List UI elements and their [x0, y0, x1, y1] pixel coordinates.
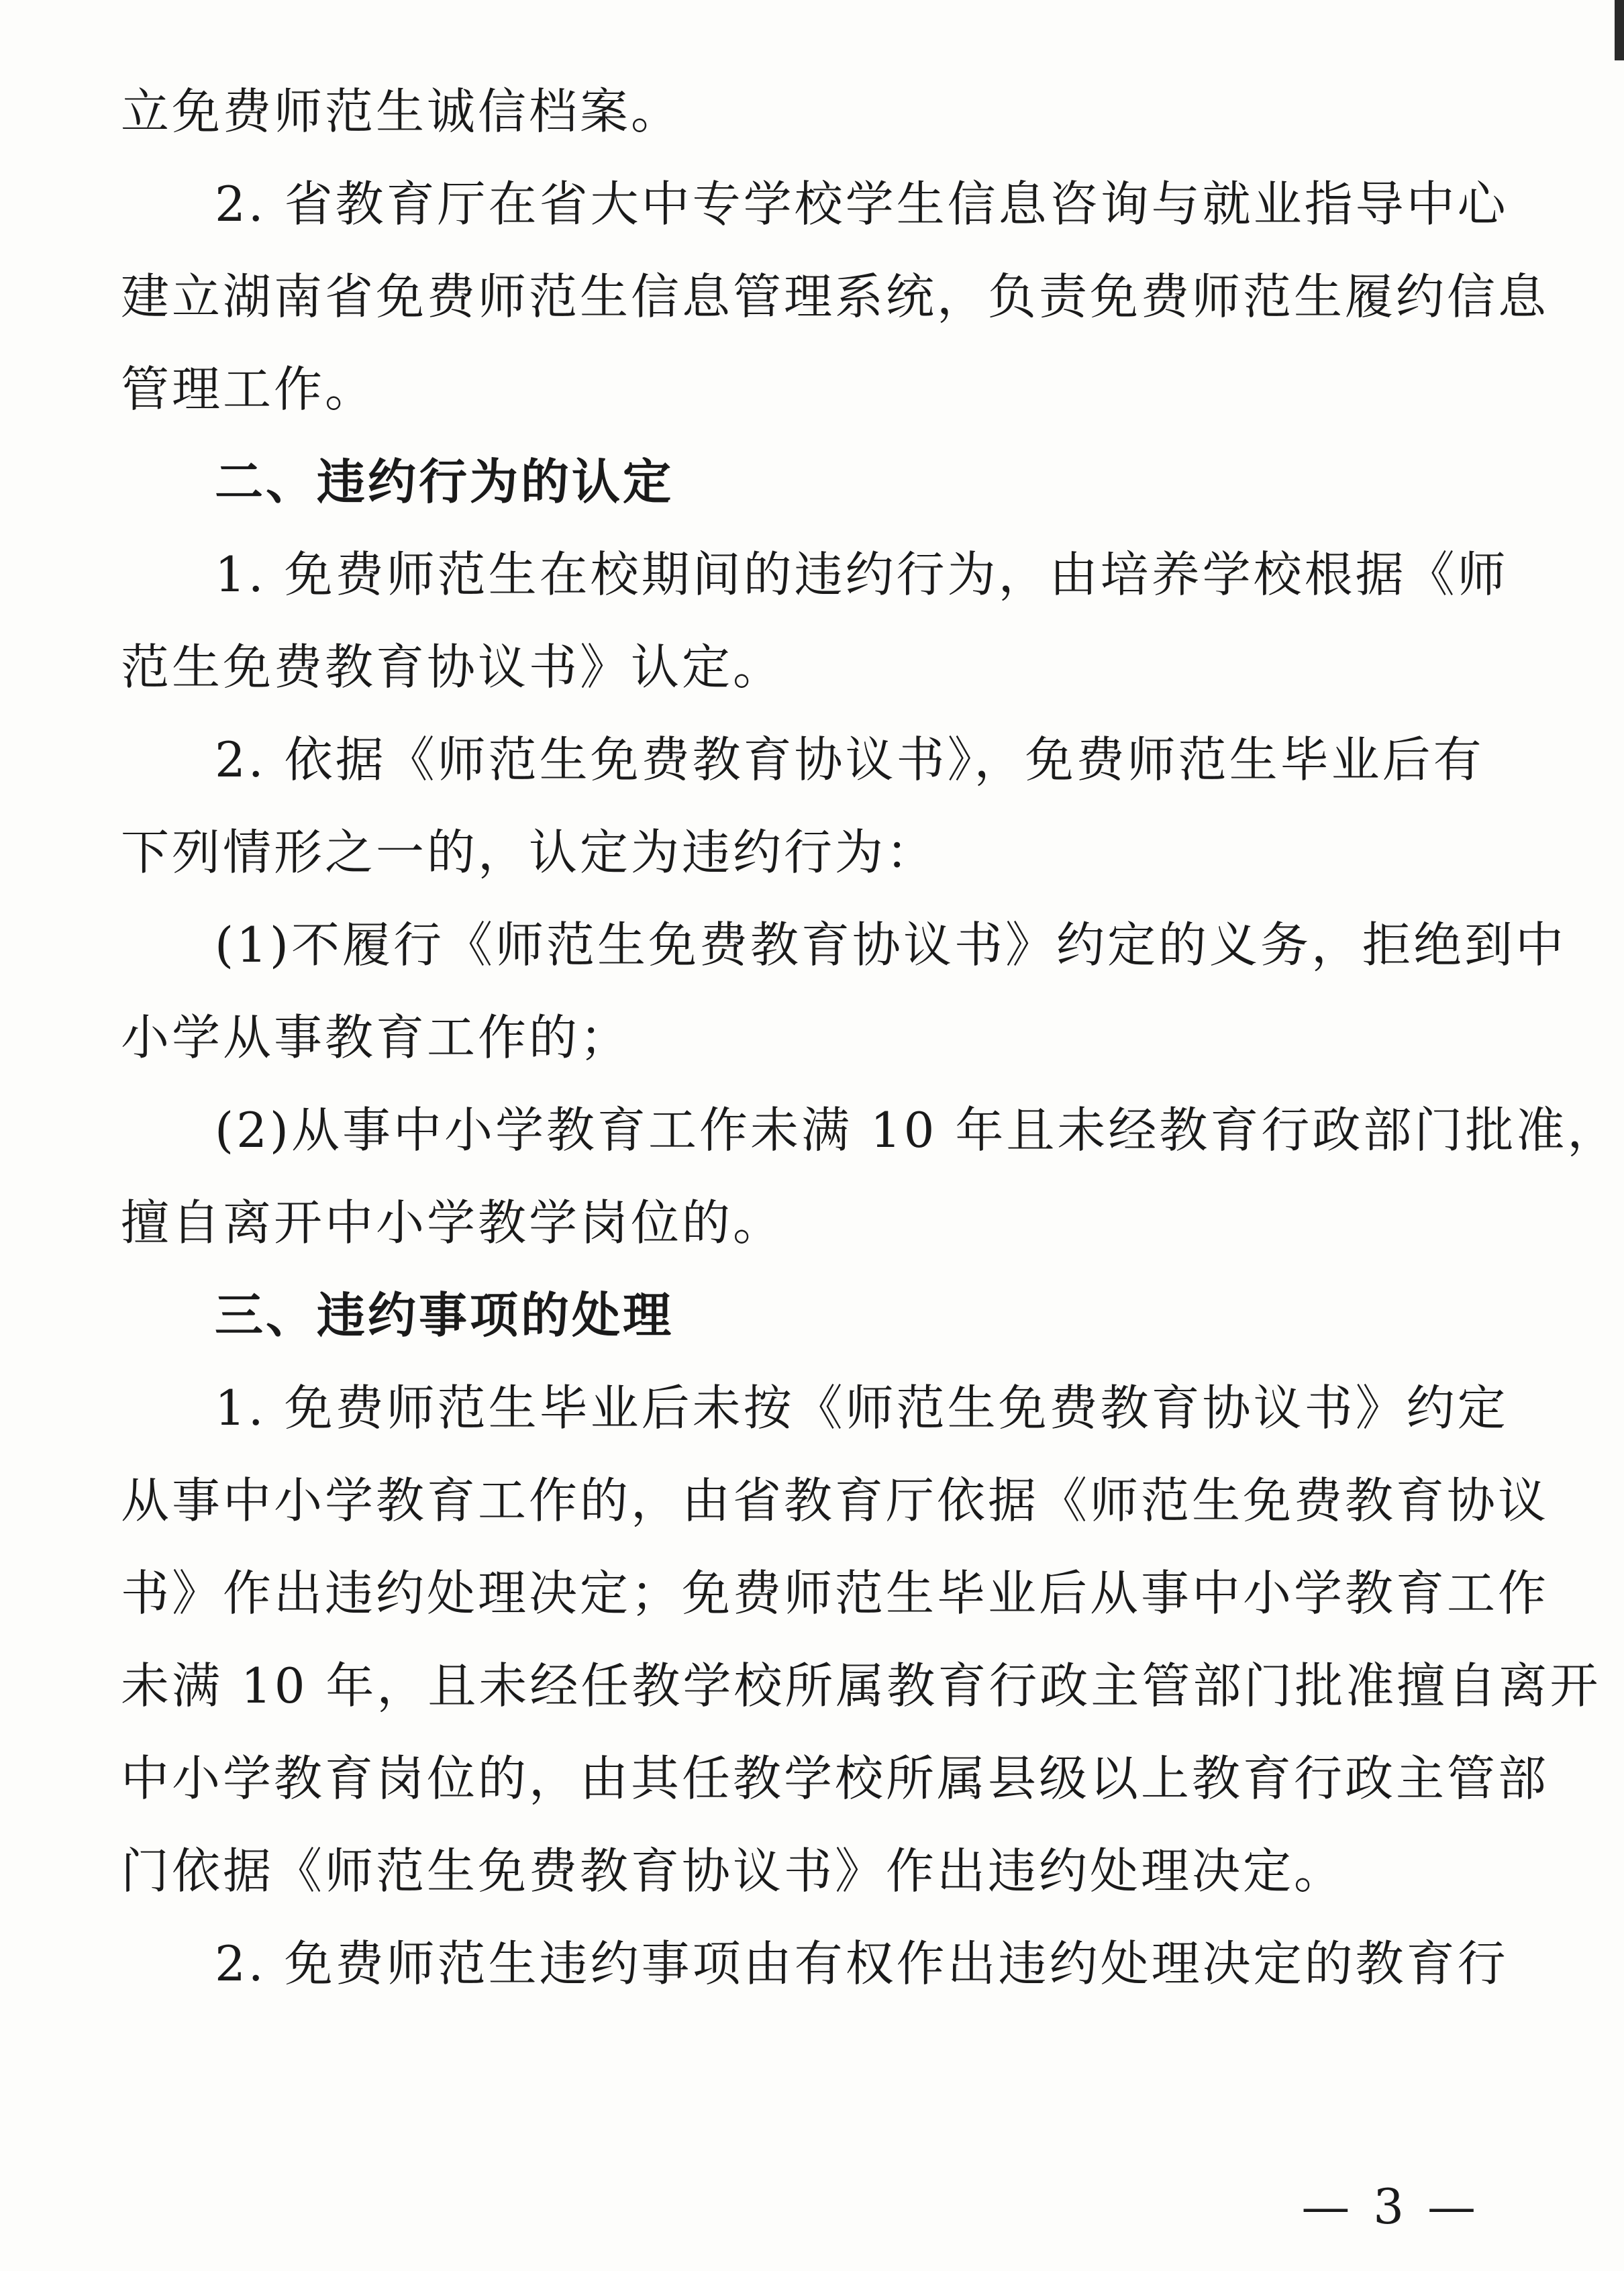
- paragraph-line: 1. 免费师范生毕业后未按《师范生免费教育协议书》约定: [215, 1380, 1509, 1436]
- paragraph-line: (1)不履行《师范生免费教育协议书》约定的义务，拒绝到中: [215, 917, 1566, 973]
- paragraph-line: 擅自离开中小学教学岗位的。: [121, 1195, 784, 1251]
- paragraph-line: 书》作出违约处理决定；免费师范生毕业后从事中小学教育工作: [121, 1565, 1550, 1621]
- paragraph-line: 建立湖南省免费师范生信息管理系统，负责免费师范生履约信息: [121, 268, 1550, 325]
- section-heading: 三、违约事项的处理: [215, 1287, 674, 1344]
- paragraph-line: 2. 依据《师范生免费教育协议书》，免费师范生毕业后有: [215, 731, 1484, 788]
- paragraph-line: 未满 10 年，且未经任教学校所属教育行政主管部门批准擅自离开: [121, 1658, 1601, 1714]
- paragraph-line: 管理工作。: [121, 361, 376, 417]
- paragraph-line: 中小学教育岗位的，由其任教学校所属县级以上教育行政主管部: [121, 1750, 1550, 1807]
- document-page: [121, 83, 1619, 2168]
- paragraph-line: 2. 省教育厅在省大中专学校学生信息咨询与就业指导中心: [215, 176, 1509, 232]
- paragraph-line: 立免费师范生诚信档案。: [121, 83, 682, 140]
- paragraph-line: 从事中小学教育工作的，由省教育厅依据《师范生免费教育协议: [121, 1472, 1550, 1529]
- section-heading: 二、违约行为的认定: [215, 454, 674, 510]
- paragraph-line: 范生免费教育协议书》认定。: [121, 639, 784, 695]
- paragraph-line: 2. 免费师范生违约事项由有权作出违约处理决定的教育行: [215, 1935, 1509, 1992]
- paragraph-line: 1. 免费师范生在校期间的违约行为，由培养学校根据《师: [215, 546, 1509, 603]
- paragraph-line: 门依据《师范生免费教育协议书》作出违约处理决定。: [121, 1843, 1346, 1899]
- paragraph-line: 小学从事教育工作的；: [121, 1009, 631, 1066]
- scan-edge-mark: [1615, 0, 1624, 60]
- paragraph-line: 下列情形之一的，认定为违约行为：: [121, 824, 937, 880]
- page-number: — 3 —: [1301, 2178, 1480, 2235]
- paragraph-line: (2)从事中小学教育工作未满 10 年且未经教育行政部门批准，: [215, 1102, 1619, 1158]
